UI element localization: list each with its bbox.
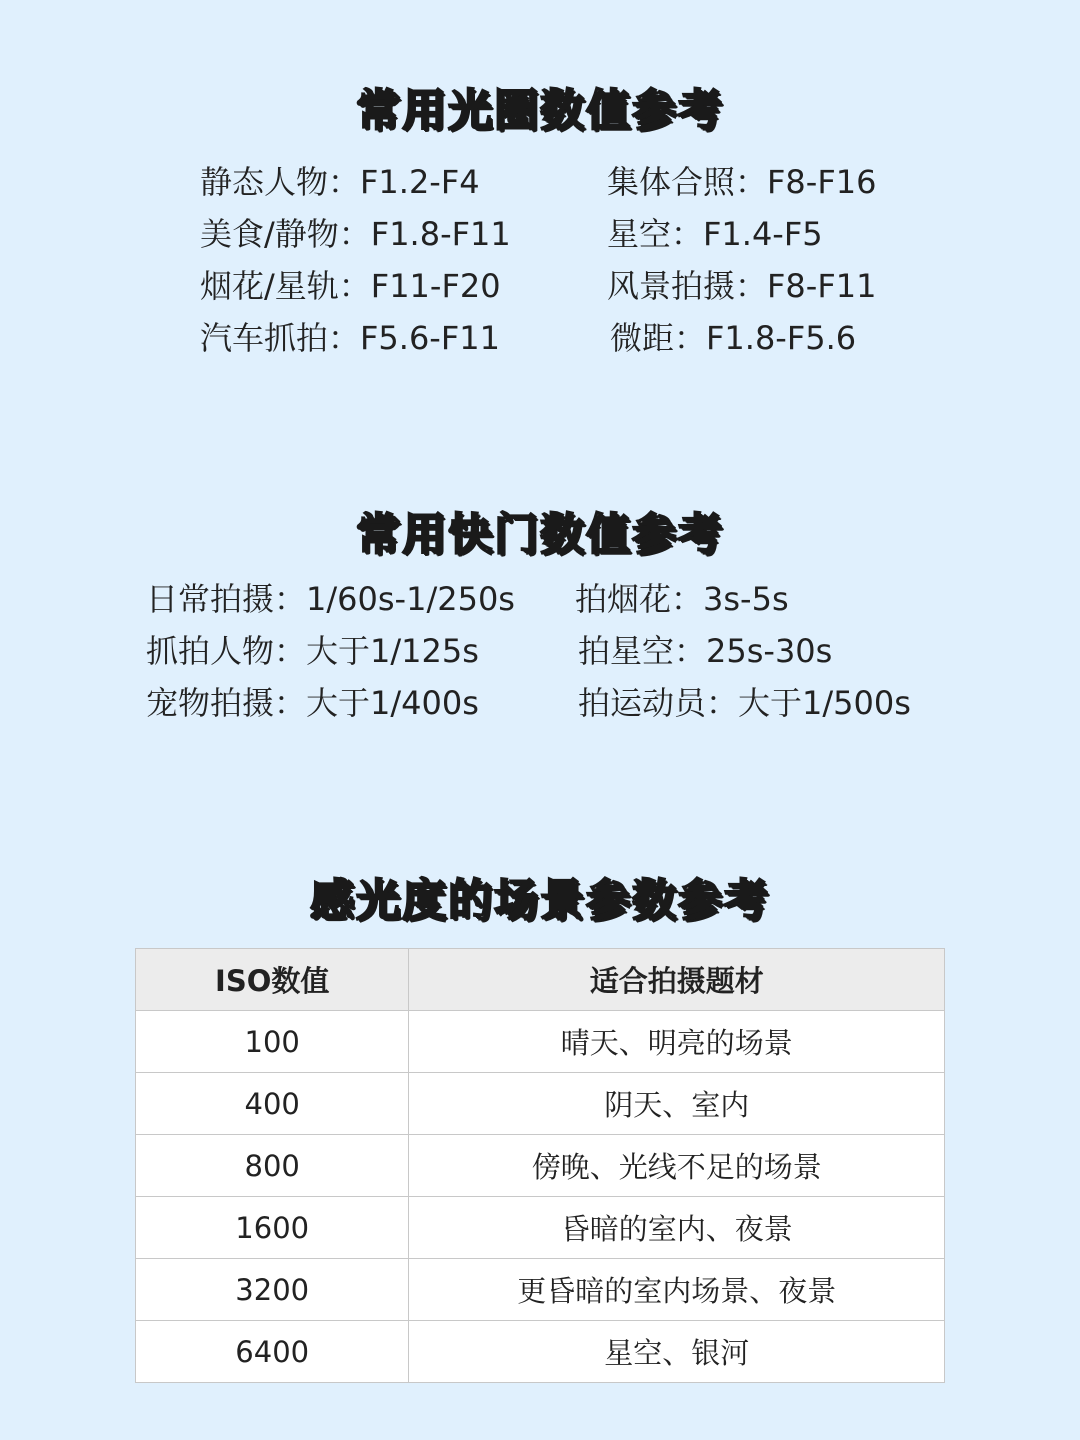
table-row bbox=[136, 1197, 945, 1259]
aperture-section-title: 常用光圈数值参考 bbox=[356, 85, 724, 136]
aperture-item: 星空：F1.4-F5 bbox=[607, 215, 823, 253]
table-row bbox=[136, 1011, 945, 1073]
aperture-item: 汽车抓拍：F5.6-F11 bbox=[200, 319, 500, 357]
iso-value: 3200 bbox=[136, 1259, 409, 1321]
iso-table bbox=[135, 948, 945, 1383]
subject-column-header: 适合拍摄题材 bbox=[409, 949, 945, 1011]
iso-column-header: ISO数值 bbox=[136, 949, 409, 1011]
iso-subject: 更昏暗的室内场景、夜景 bbox=[409, 1259, 945, 1321]
shutter-item: 拍星空：25s-30s bbox=[578, 632, 833, 670]
iso-subject: 阴天、室内 bbox=[409, 1073, 945, 1135]
iso-value: 400 bbox=[136, 1073, 409, 1135]
shutter-section-title: 常用快门数值参考 bbox=[356, 509, 724, 560]
shutter-item: 日常拍摄：1/60s-1/250s bbox=[146, 580, 515, 618]
iso-subject: 昏暗的室内、夜景 bbox=[409, 1197, 945, 1259]
table-row bbox=[136, 1259, 945, 1321]
shutter-item: 抓拍人物：大于1/125s bbox=[146, 632, 479, 670]
iso-value: 6400 bbox=[136, 1321, 409, 1383]
aperture-item: 美食/静物：F1.8-F11 bbox=[200, 215, 511, 253]
table-row bbox=[136, 1135, 945, 1197]
iso-section-title: 感光度的场景参数参考 bbox=[310, 875, 770, 926]
aperture-item: 集体合照：F8-F16 bbox=[607, 163, 877, 201]
aperture-item: 烟花/星轨：F11-F20 bbox=[200, 267, 501, 305]
table-row bbox=[136, 1073, 945, 1135]
iso-value: 800 bbox=[136, 1135, 409, 1197]
aperture-item: 微距：F1.8-F5.6 bbox=[610, 319, 857, 357]
iso-subject: 星空、银河 bbox=[409, 1321, 945, 1383]
iso-value: 100 bbox=[136, 1011, 409, 1073]
aperture-item: 静态人物：F1.2-F4 bbox=[200, 163, 480, 201]
shutter-item: 拍烟花：3s-5s bbox=[575, 580, 789, 618]
aperture-item: 风景拍摄：F8-F11 bbox=[607, 267, 877, 305]
shutter-item: 宠物拍摄：大于1/400s bbox=[146, 684, 479, 722]
iso-subject: 晴天、明亮的场景 bbox=[409, 1011, 945, 1073]
shutter-item: 拍运动员：大于1/500s bbox=[578, 684, 911, 722]
iso-subject: 傍晚、光线不足的场景 bbox=[409, 1135, 945, 1197]
table-header-row bbox=[136, 949, 945, 1011]
iso-value: 1600 bbox=[136, 1197, 409, 1259]
table-row bbox=[136, 1321, 945, 1383]
